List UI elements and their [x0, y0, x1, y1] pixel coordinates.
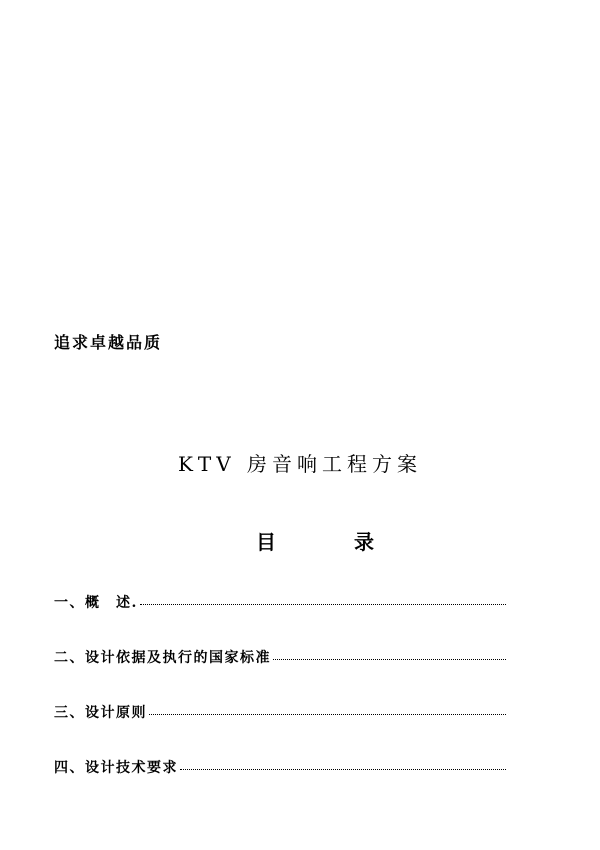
toc-entry-principles	[54, 702, 506, 724]
toc-heading-left: 目	[256, 530, 276, 554]
toc-entry-label: 一、概 述.	[54, 595, 138, 611]
toc-heading-right: 录	[354, 530, 374, 554]
toc-dot-leader	[140, 603, 506, 605]
toc-entry-standards	[54, 647, 506, 669]
toc-entry-label: 四、设计技术要求	[54, 760, 178, 776]
toc-dot-leader	[149, 713, 506, 715]
toc-list	[54, 592, 506, 812]
slogan: 追求卓越品质	[54, 333, 163, 352]
toc-entry-requirements	[54, 757, 506, 779]
toc-dot-leader	[180, 768, 506, 770]
toc-dot-leader	[273, 658, 506, 660]
document-title: KTV 房音响工程方案	[177, 452, 423, 476]
toc-entry-label: 二、设计依据及执行的国家标准	[54, 650, 271, 666]
toc-entry-label: 三、设计原则	[54, 705, 147, 721]
toc-heading	[256, 526, 374, 555]
toc-entry-overview	[54, 592, 506, 614]
